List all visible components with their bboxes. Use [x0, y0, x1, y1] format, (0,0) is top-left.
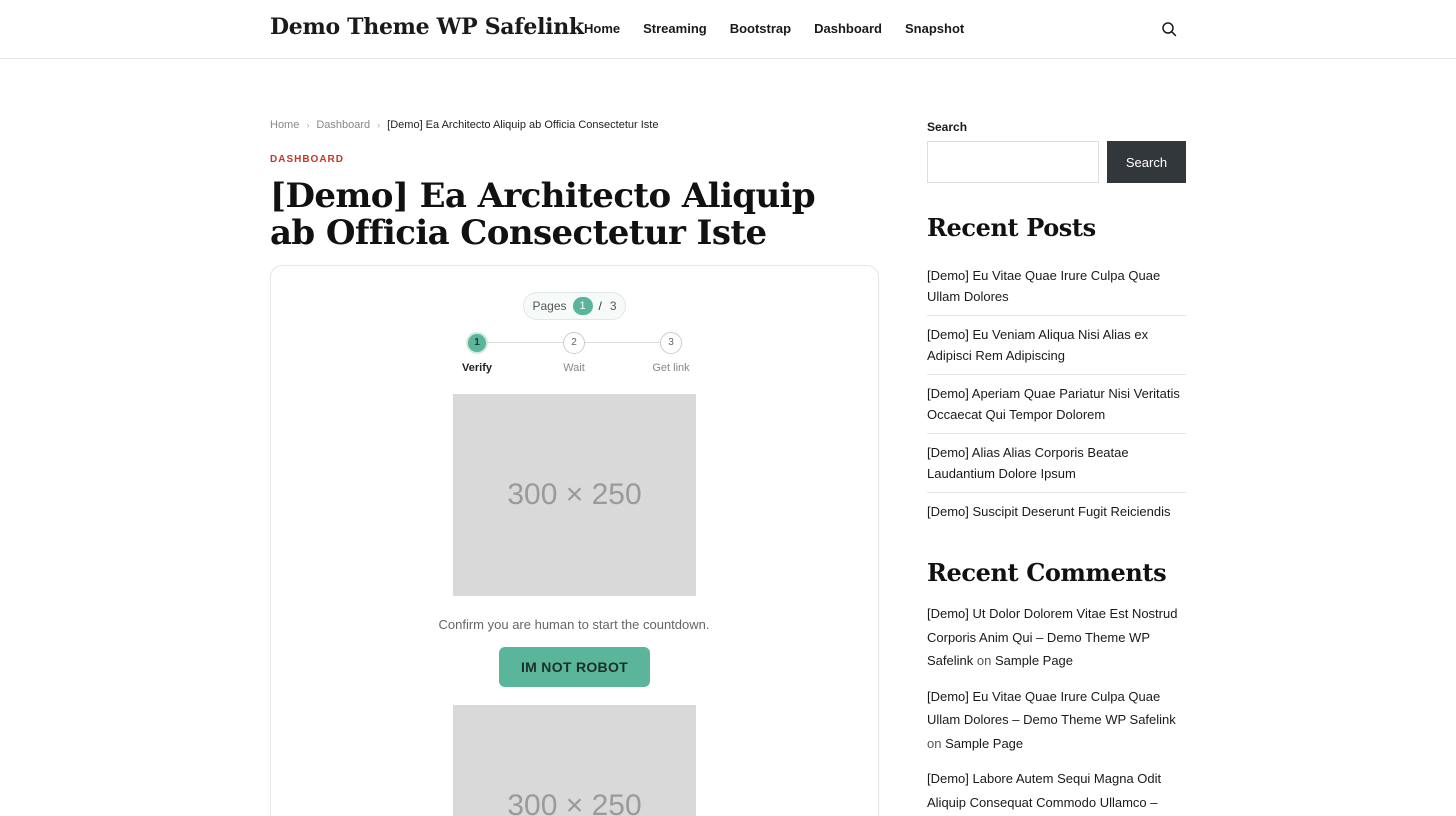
nav-bootstrap[interactable]: Bootstrap [729, 21, 792, 36]
nav-snapshot[interactable]: Snapshot [905, 21, 965, 36]
nav-home[interactable]: Home [584, 21, 621, 36]
sidebar-search-input[interactable] [927, 141, 1099, 183]
comment-author-link[interactable]: [Demo] Eu Vitae Quae Irure Culpa Quae Ullam Dolores – Demo Theme WP Safelink [927, 688, 1176, 727]
current-page-badge: 1 [573, 297, 593, 315]
recent-post-link[interactable]: [Demo] Eu Veniam Aliqua Nisi Alias ex Adipisci Rem Adipiscing [927, 324, 1186, 375]
comment-author-link[interactable]: [Demo] Ut Dolor Dolorem Vitae Est Nostrud Corporis Anim Qui – Demo Theme WP Safelink [927, 606, 1178, 668]
recent-posts-heading: Recent Posts [927, 213, 1096, 242]
breadcrumb-current: [Demo] Ea Architecto Aliquip ab Officia Consectetur Iste [387, 119, 659, 131]
step-wait-marker: 2 [563, 332, 585, 354]
comment-on-text: on [927, 735, 942, 751]
ad-placeholder-bottom[interactable]: 300 × 250 [453, 705, 696, 816]
step-get-link-label: Get link [652, 362, 690, 374]
recent-post-link[interactable]: [Demo] Suscipit Deserunt Fugit Reiciendis [927, 504, 1171, 519]
recent-comments-heading: Recent Comments [927, 558, 1167, 587]
recent-comment-item [927, 602, 1187, 673]
recent-comments-list [927, 602, 1187, 816]
comment-page-link[interactable]: Sample Page [994, 653, 1074, 668]
site-header [0, 0, 1456, 59]
ad-placeholder-top[interactable]: 300 × 250 [453, 394, 696, 596]
search-icon[interactable] [1161, 21, 1177, 37]
recent-post-link[interactable]: [Demo] Alias Alias Corporis Beatae Laudantium Dolore Ipsum [927, 442, 1186, 493]
pages-slash: / [598, 299, 602, 313]
main-nav [584, 21, 987, 36]
confirm-text: Confirm you are human to start the countdown. [438, 617, 710, 632]
pages-indicator [523, 292, 626, 320]
sidebar-search-button[interactable]: Search [1107, 141, 1186, 183]
comment-page-link[interactable]: Sample Page [945, 735, 1024, 751]
nav-dashboard[interactable]: Dashboard [814, 21, 882, 36]
breadcrumb [270, 119, 658, 131]
recent-comment-item [927, 685, 1187, 756]
recent-post-link[interactable]: [Demo] Aperiam Quae Pariatur Nisi Veritatis Occaecat Qui Tempor Dolorem [927, 383, 1186, 434]
step-wait-label: Wait [563, 362, 585, 374]
comment-author-link[interactable]: [Demo] Labore Autem Sequi Magna Odit Aliquip Consequat Commodo Ullamco – [927, 771, 1162, 810]
chevron-right-icon: › [377, 120, 381, 130]
sidebar-search-label: Search [927, 120, 968, 134]
total-pages: 3 [609, 299, 617, 313]
recent-post-link[interactable]: [Demo] Eu Vitae Quae Irure Culpa Quae Ullam Dolores [927, 265, 1186, 316]
post-category[interactable]: DASHBOARD [270, 154, 344, 165]
step-verify-marker: 1 [466, 332, 488, 354]
recent-posts-list [927, 265, 1186, 538]
step-get-link-marker: 3 [660, 332, 682, 354]
breadcrumb-home[interactable]: Home [270, 119, 300, 131]
im-not-robot-button[interactable]: IM NOT ROBOT [499, 647, 650, 687]
breadcrumb-dashboard[interactable]: Dashboard [316, 119, 371, 131]
comment-on-text: on [976, 653, 992, 668]
recent-comment-item [927, 767, 1187, 814]
pages-label: Pages [532, 299, 567, 313]
site-title[interactable]: Demo Theme WP Safelink [270, 14, 584, 40]
nav-streaming[interactable]: Streaming [643, 21, 707, 36]
step-verify-label: Verify [462, 362, 492, 374]
page-title: [Demo] Ea Architecto Aliquip ab Officia Consectetur Iste [270, 176, 816, 253]
chevron-right-icon: › [306, 120, 310, 130]
